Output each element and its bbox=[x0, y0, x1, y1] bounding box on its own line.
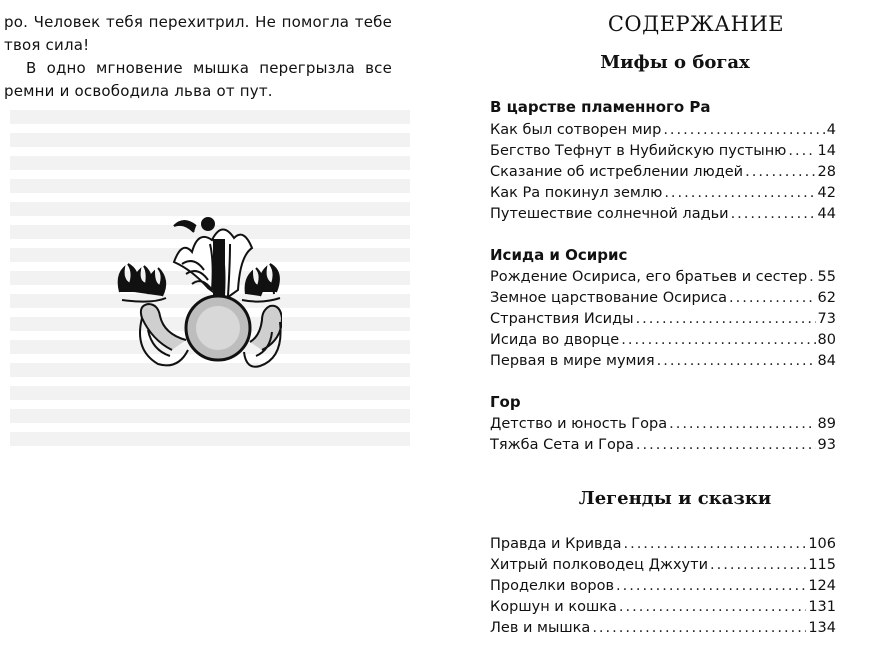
leader-dots bbox=[669, 414, 815, 434]
toc-entry-title: Земное царствование Осириса bbox=[490, 290, 727, 306]
toc-entry-page: 55 bbox=[817, 269, 836, 285]
paragraph-2 bbox=[4, 57, 392, 103]
leader-dots bbox=[788, 141, 815, 161]
leader-dots bbox=[809, 267, 815, 287]
toc-entry-page: 93 bbox=[817, 437, 836, 453]
toc-entry[interactable] bbox=[490, 414, 836, 434]
toc-entry-page: 106 bbox=[808, 536, 836, 552]
leader-dots bbox=[616, 576, 806, 596]
toc-entry-title: Правда и Кривда bbox=[490, 536, 622, 552]
leader-dots bbox=[664, 183, 815, 203]
leader-dots bbox=[619, 597, 806, 617]
toc-entry-title: Сказание об истреблении людей bbox=[490, 164, 744, 180]
toc-entry[interactable] bbox=[490, 597, 836, 617]
toc-entry-title: Как Ра покинул землю bbox=[490, 185, 663, 201]
toc-entry-title: Как был сотворен мир bbox=[490, 122, 662, 138]
toc-entry[interactable] bbox=[490, 351, 836, 371]
leader-dots bbox=[710, 555, 806, 575]
leader-dots bbox=[663, 120, 824, 140]
paragraph-1: ро. Человек тебя перехитрил. Не помогла тебе твоя сила! bbox=[4, 13, 392, 54]
section-title-horus: Гор bbox=[490, 393, 521, 411]
toc-entry-page: 80 bbox=[817, 332, 836, 348]
toc-entry-title: Коршун и кошка bbox=[490, 599, 617, 615]
toc-entry-title: Рождение Осириса, его братьев и сестер bbox=[490, 269, 808, 285]
left-page bbox=[0, 0, 420, 648]
egyptian-ornament-illustration bbox=[112, 200, 282, 390]
toc-entry-page: 89 bbox=[817, 416, 836, 432]
section-title-ra: В царстве пламенного Ра bbox=[490, 98, 711, 116]
toc-entry[interactable] bbox=[490, 330, 836, 350]
toc-entry[interactable] bbox=[490, 576, 836, 596]
toc-entry-title: Путешествие солнечной ладьи bbox=[490, 206, 729, 222]
toc-entry-title: Проделки воров bbox=[490, 578, 615, 594]
leader-dots bbox=[592, 618, 806, 638]
toc-entry[interactable] bbox=[490, 618, 836, 638]
toc-entry[interactable] bbox=[490, 141, 836, 161]
leader-dots bbox=[731, 204, 816, 224]
toc-entry[interactable] bbox=[490, 288, 836, 308]
part-title-myths: Мифы о богах bbox=[600, 52, 750, 73]
toc-title: СОДЕРЖАНИЕ bbox=[607, 12, 785, 36]
leader-dots bbox=[745, 162, 815, 182]
toc-entry[interactable] bbox=[490, 183, 836, 203]
part-title-legends: Легенды и сказки bbox=[578, 488, 772, 509]
leader-dots bbox=[657, 351, 816, 371]
leader-dots bbox=[636, 309, 816, 329]
toc-entry-page: 28 bbox=[817, 164, 836, 180]
toc-entry-page: 124 bbox=[808, 578, 836, 594]
toc-entry[interactable] bbox=[490, 435, 836, 455]
leader-dots bbox=[623, 534, 806, 554]
toc-entry-page: 73 bbox=[817, 311, 836, 327]
toc-entry[interactable] bbox=[490, 120, 836, 140]
toc-entry-page: 115 bbox=[808, 557, 836, 573]
toc-entry-page: 4 bbox=[826, 122, 836, 138]
toc-entry-title: Хитрый полководец Джхути bbox=[490, 557, 709, 573]
toc-entry[interactable] bbox=[490, 534, 836, 554]
toc-entry-title: Бегство Тефнут в Нубийскую пустыню bbox=[490, 143, 787, 159]
toc-entry-page: 131 bbox=[808, 599, 836, 615]
toc-entry-page: 84 bbox=[817, 353, 836, 369]
paragraph-2-text: В одно мгновение мышка перегрызла все ремни и освободила льва от пут. bbox=[4, 59, 392, 100]
toc-entry-title: Странствия Исиды bbox=[490, 311, 634, 327]
toc-entry-title: Исида во дворце bbox=[490, 332, 620, 348]
leader-dots bbox=[621, 330, 815, 350]
toc-entry-page: 134 bbox=[808, 620, 836, 636]
leader-dots bbox=[636, 435, 816, 455]
section-title-isis: Исида и Осирис bbox=[490, 246, 628, 264]
toc-entry[interactable] bbox=[490, 309, 836, 329]
toc-entry-page: 62 bbox=[817, 290, 836, 306]
toc-entry-page: 44 bbox=[817, 206, 836, 222]
toc-entry[interactable] bbox=[490, 204, 836, 224]
toc-entry[interactable] bbox=[490, 162, 836, 182]
leader-dots bbox=[729, 288, 816, 308]
toc-entry-title: Лев и мышка bbox=[490, 620, 591, 636]
toc-entry-title: Тяжба Сета и Гора bbox=[490, 437, 634, 453]
toc-entry[interactable] bbox=[490, 267, 836, 287]
toc-entry-page: 14 bbox=[817, 143, 836, 159]
toc-entry[interactable] bbox=[490, 555, 836, 575]
toc-entry-page: 42 bbox=[817, 185, 836, 201]
toc-entry-title: Первая в мире мумия bbox=[490, 353, 655, 369]
toc-entry-title: Детство и юность Гора bbox=[490, 416, 668, 432]
